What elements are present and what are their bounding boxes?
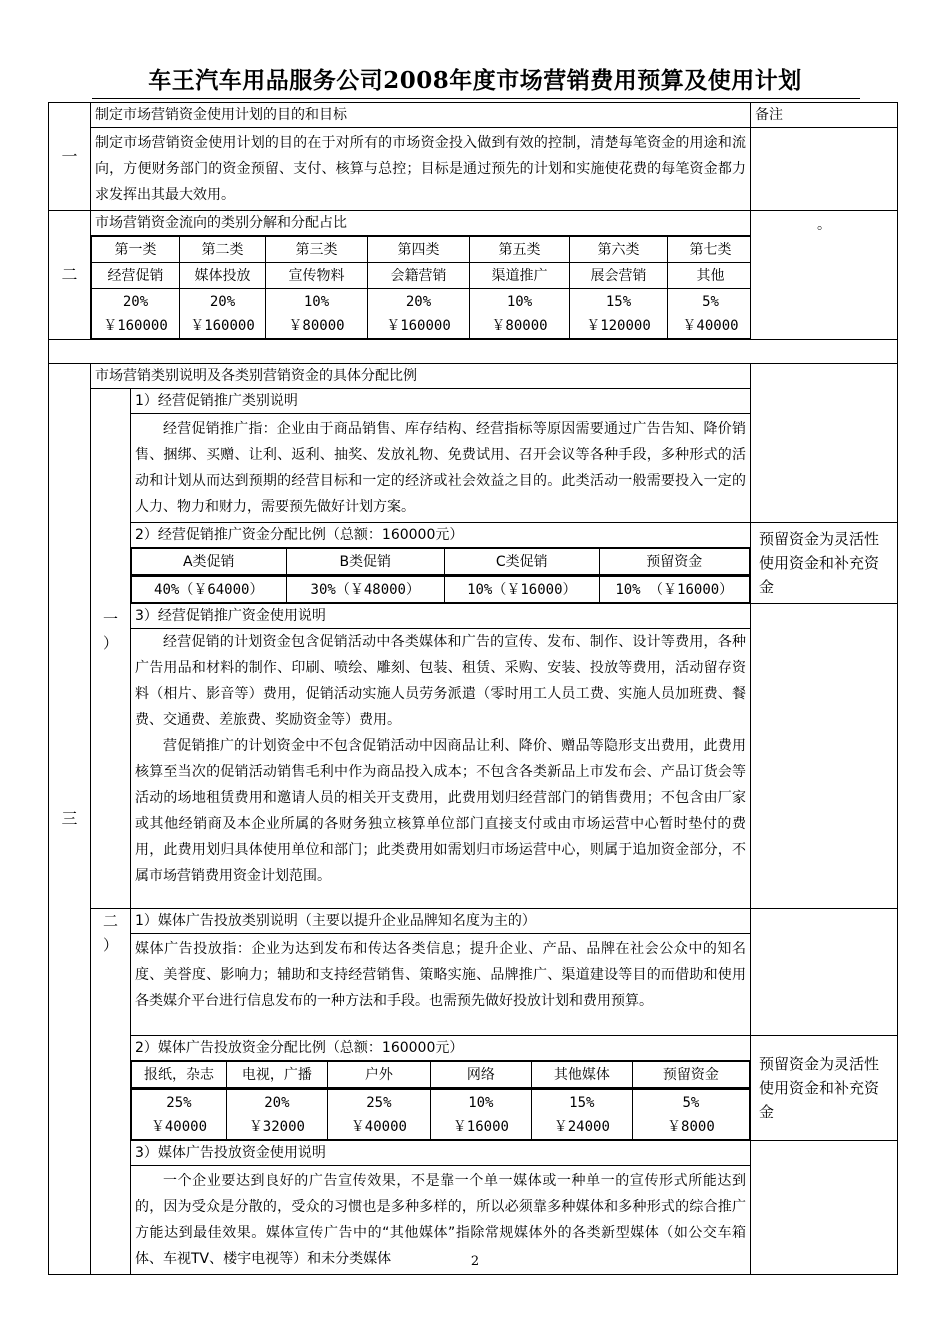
blank-row: [49, 340, 898, 364]
category-allocation-cell: [91, 236, 751, 340]
category-share: 15% ￥120000: [570, 289, 668, 339]
section-3-header: 市场营销类别说明及各类别营销资金的具体分配比例: [91, 364, 751, 389]
category-name: 会籍营销: [368, 263, 470, 289]
budget-table: [48, 102, 898, 1275]
alloc-value: 10%（￥16000）: [445, 577, 600, 603]
sub1-heading-3: 3）经营促销推广资金使用说明: [131, 604, 751, 629]
class-label: 第六类: [570, 237, 668, 263]
class-label: 第一类: [92, 237, 180, 263]
sub2-reserve-note: 预留资金为灵活性使用资金和补充资金: [751, 1036, 898, 1141]
media-alloc-value: 5% ￥8000: [632, 1090, 749, 1140]
class-label: 第五类: [470, 237, 570, 263]
section-1-note: [751, 128, 898, 211]
media-alloc-header: 其他媒体: [531, 1062, 632, 1088]
media-alloc-value: 10% ￥16000: [430, 1090, 531, 1140]
sub2-paragraph-1: 媒体广告投放指：企业为达到发布和传达各类信息；提升企业、产品、品牌在社会公众中的知名度、美誉度、影响力；辅助和支持经营销售、策略实施、品牌推广、渠道建设等目的而借助和使用各类媒介平台进行信息发布的一种方法和手段。也需预先做好投放计划和费用预算。: [131, 934, 751, 1036]
sub1-heading-1: 1）经营促销推广类别说明: [131, 389, 751, 414]
alloc-header: C类促销: [445, 549, 600, 575]
media-alloc-header: 网络: [430, 1062, 531, 1088]
sub1-reserve-note: 预留资金为灵活性使用资金和补充资金: [751, 523, 898, 604]
section-3-note-top: [751, 364, 898, 523]
category-share: 20% ￥160000: [92, 289, 180, 339]
alloc-header: 预留资金: [599, 549, 749, 575]
section-2-header: 市场营销资金流向的类别分解和分配占比: [91, 211, 751, 236]
media-alloc-value: 15% ￥24000: [531, 1090, 632, 1140]
sub2-alloc-value-table: [131, 1089, 750, 1140]
remarks-header: 备注: [751, 103, 898, 128]
category-name: 宣传物料: [266, 263, 368, 289]
category-allocation-table: [91, 236, 751, 339]
sub2-alloc-header-table: [131, 1061, 750, 1088]
subsection-1-number: 一 ）: [91, 389, 131, 909]
section-1-header: 制定市场营销资金使用计划的目的和目标: [91, 103, 751, 128]
sub1-alloc-header-cell: [131, 548, 751, 576]
sub2-alloc-value-cell: [131, 1089, 751, 1141]
category-share: 10% ￥80000: [470, 289, 570, 339]
media-alloc-header: 户外: [327, 1062, 430, 1088]
sub2-heading-2: 2）媒体广告投放资金分配比例（总额：160000元）: [131, 1036, 751, 1061]
sub2-heading-1: 1）媒体广告投放类别说明（主要以提升企业品牌知名度为主的）: [131, 909, 751, 934]
sub2-note-top: [751, 909, 898, 1036]
media-alloc-value: 20% ￥32000: [226, 1090, 327, 1140]
sub2-alloc-header-cell: [131, 1061, 751, 1089]
category-share: 20% ￥160000: [368, 289, 470, 339]
document-title: 车王汽车用品服务公司2008年度市场营销费用预算及使用计划: [148, 67, 802, 94]
category-share: 5% ￥40000: [668, 289, 751, 339]
alloc-value: 10% （￥16000）: [599, 577, 749, 603]
media-alloc-header: 预留资金: [632, 1062, 749, 1088]
category-share: 20% ￥160000: [180, 289, 266, 339]
alloc-value: 30%（￥48000）: [286, 577, 445, 603]
section-1-number: 一: [49, 103, 91, 211]
sub1-heading-2: 2）经营促销推广资金分配比例（总额：160000元）: [131, 523, 751, 548]
sub1-paragraph-3b: 营促销推广的计划资金中不包含促销活动中因商品让利、降价、赠品等隐形支出费用，此费用核算至当次的促销活动销售毛利中作为商品投入成本；不包含各类新品上市发布会、产品订货会等活动的场地租赁费用和邀请人员的相关开支费用，此费用划归经营部门的销售费用；不包含由厂家或其他经销商及本企业所属的各财务独立核算单位部门直接支付或由市场运营中心暂时垫付的费用，此费用划归具体使用单位和部门；此类费用如需划归市场运营中心，则属于追加资金部分，不属市场营销费用资金计划范围。: [135, 738, 746, 884]
category-share: 10% ￥80000: [266, 289, 368, 339]
class-label: 第四类: [368, 237, 470, 263]
alloc-header: B类促销: [286, 549, 445, 575]
subsection-2-number: 二 ）: [91, 909, 131, 1275]
sub1-paragraph-1: 经营促销推广指：企业由于商品销售、库存结构、经营指标等原因需要通过广告告知、降价销售、捆绑、买赠、让利、返利、抽奖、发放礼物、免费试用、召开会议等各种手段，多种形式的活动和计划从而达到预期的经营目标和一定的经济或社会效益之目的。此类活动一般需要投入一定的人力、物力和财力，需要预先做好计划方案。: [131, 414, 751, 523]
sub2-paragraph-3: 一个企业要达到良好的广告宣传效果，不是靠一个单一媒体或一种单一的宣传形式所能达到的，因为受众是分散的，受众的习惯也是多种多样的，所以必须靠多种媒体和多种形式的综合推广方能达到最佳效果。媒体宣传广告中的“其他媒体”指除常规媒体外的各类新型媒体（如公交车箱体、车视TV、楼宇电视等）和未分类媒体: [131, 1166, 751, 1275]
media-alloc-value: 25% ￥40000: [132, 1090, 227, 1140]
title-underline: [92, 98, 860, 99]
media-alloc-value: 25% ￥40000: [327, 1090, 430, 1140]
page-number: 2: [470, 1254, 480, 1269]
sub1-alloc-value-table: [131, 576, 750, 603]
class-label: 第二类: [180, 237, 266, 263]
sub1-paragraph-3a: 经营促销的计划资金包含促销活动中各类媒体和广告的宣传、发布、制作、设计等费用，各种广告用品和材料的制作、印刷、喷绘、雕刻、包装、租赁、采购、安装、投放等费用，活动留存资料（相片、影音等）费用，促销活动实施人员劳务派遣（零时用工人员工费、实施人员加班费、餐费、交通费、差旅费、奖励资金等）费用。: [135, 634, 746, 728]
class-label: 第三类: [266, 237, 368, 263]
section-2-number: 二: [49, 211, 91, 340]
alloc-value: 40%（￥64000）: [132, 577, 287, 603]
category-name: 经营促销: [92, 263, 180, 289]
sub1-paragraph-3: [131, 629, 751, 909]
media-alloc-header: 电视，广播: [226, 1062, 327, 1088]
category-name: 媒体投放: [180, 263, 266, 289]
category-name: 展会营销: [570, 263, 668, 289]
section-3-number: 三: [49, 364, 91, 1275]
section-1-body: 制定市场营销资金使用计划的目的在于对所有的市场资金投入做到有效的控制，清楚每笔资金的用途和流向，方便财务部门的资金预留、支付、核算与总控；目标是通过预先的计划和实施使花费的每笔资金都力求发挥出其最大效用。: [91, 128, 751, 211]
media-alloc-header: 报纸，杂志: [132, 1062, 227, 1088]
sub2-heading-3: 3）媒体广告投放资金使用说明: [131, 1141, 751, 1166]
alloc-header: A类促销: [132, 549, 287, 575]
category-name: 其他: [668, 263, 751, 289]
class-label: 第七类: [668, 237, 751, 263]
sub1-note-bottom: [751, 604, 898, 909]
sub1-alloc-header-table: [131, 548, 750, 575]
sub1-alloc-value-cell: [131, 576, 751, 604]
section-2-note: 。: [751, 211, 898, 340]
category-name: 渠道推广: [470, 263, 570, 289]
